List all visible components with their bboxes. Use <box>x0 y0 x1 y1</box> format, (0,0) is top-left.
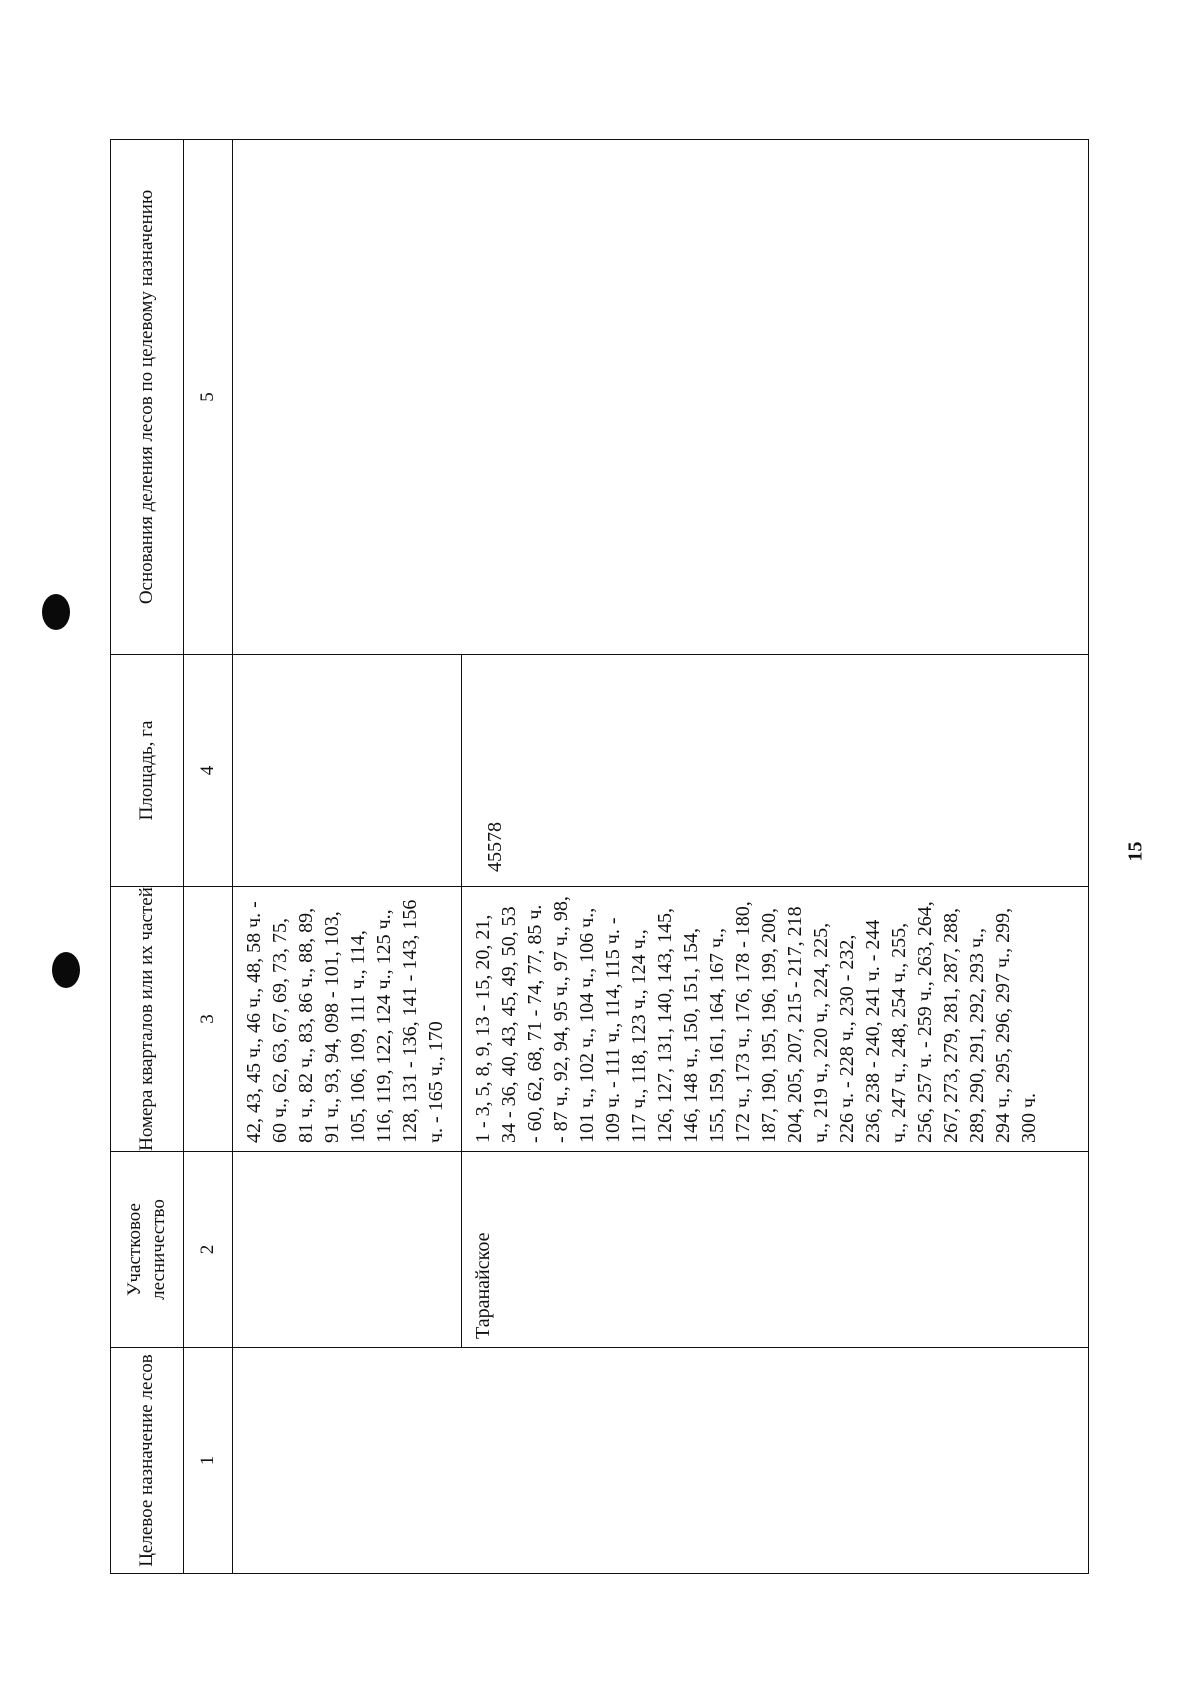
area-cell <box>233 655 462 887</box>
table-header-row <box>111 140 184 1574</box>
area-cell: 45578 <box>462 655 1089 887</box>
column-number: 4 <box>184 655 233 887</box>
header-purpose: Целевое назначение лесов <box>111 1348 184 1574</box>
quarters-cell: 1 - 3, 5, 8, 9, 13 - 15, 20, 21, 34 - 36, 40, 43, 45, 49, 50, 53 - 60, 62, 68, 71 - 74, 77, 85 ч. - 87 ч., 92, 94, 95 ч., 97 ч., 98, 101 ч., 102 ч., 104 ч., 106 ч., 109 ч. - 111 ч., 114, 115 ч. - 117 ч., 118, 123 ч., 124 ч., 126, 127, 131, 140, 143, 145, 146, 148 ч., 150, 151, 154, 155, 159, 161, 164, 167 ч., 172 ч., 173 ч., 176, 178 - 180, 187, 190, 195, 196, 199, 200, 204, 205, 207, 215 - 217, 218 ч., 219 ч., 220 ч., 224, 225, 226 ч. - 228 ч., 230 - 232, 236, 238 - 240, 241 ч. - 244 ч., 247 ч., 248, 254 ч., 255, 256, 257 ч. - 259 ч., 263, 264, 267, 273, 279, 281, 287, 288, 289, 290, 291, 292, 293 ч., 294 ч., 295, 296, 297 ч., 299, 300 ч. <box>462 887 1089 1152</box>
header-quarters: Номера кварталов или их частей <box>111 887 184 1152</box>
header-area: Площадь, га <box>111 655 184 887</box>
purpose-cell <box>233 1348 1089 1574</box>
punch-hole-icon <box>52 952 80 988</box>
page-number: 15 <box>1124 841 1147 862</box>
column-number: 2 <box>184 1152 233 1348</box>
column-number: 5 <box>184 140 233 655</box>
header-forestry: Участковое лесничество <box>111 1152 184 1348</box>
basis-cell <box>233 140 1089 655</box>
forestry-cell <box>233 1152 462 1348</box>
table <box>110 139 1089 1574</box>
table-row <box>233 140 462 1574</box>
forest-purpose-table <box>110 140 1089 1574</box>
column-number: 1 <box>184 1348 233 1574</box>
column-number: 3 <box>184 887 233 1152</box>
quarters-cell: 42, 43, 45 ч., 46 ч., 48, 58 ч. - 60 ч., 62, 63, 67, 69, 73, 75, 81 ч., 82 ч., 83, 86 ч., 88, 89, 91 ч., 93, 94, 098 - 101, 103, 105, 106, 109, 111 ч., 114, 116, 119, 122, 124 ч., 125 ч., 128, 131 - 136, 141 - 143, 156 ч. - 165 ч., 170 <box>233 887 462 1152</box>
header-basis: Основания деления лесов по целевому назначению <box>111 140 184 655</box>
column-number-row <box>184 140 233 1574</box>
forestry-cell: Таранайское <box>462 1152 1089 1348</box>
punch-hole-icon <box>42 594 70 630</box>
